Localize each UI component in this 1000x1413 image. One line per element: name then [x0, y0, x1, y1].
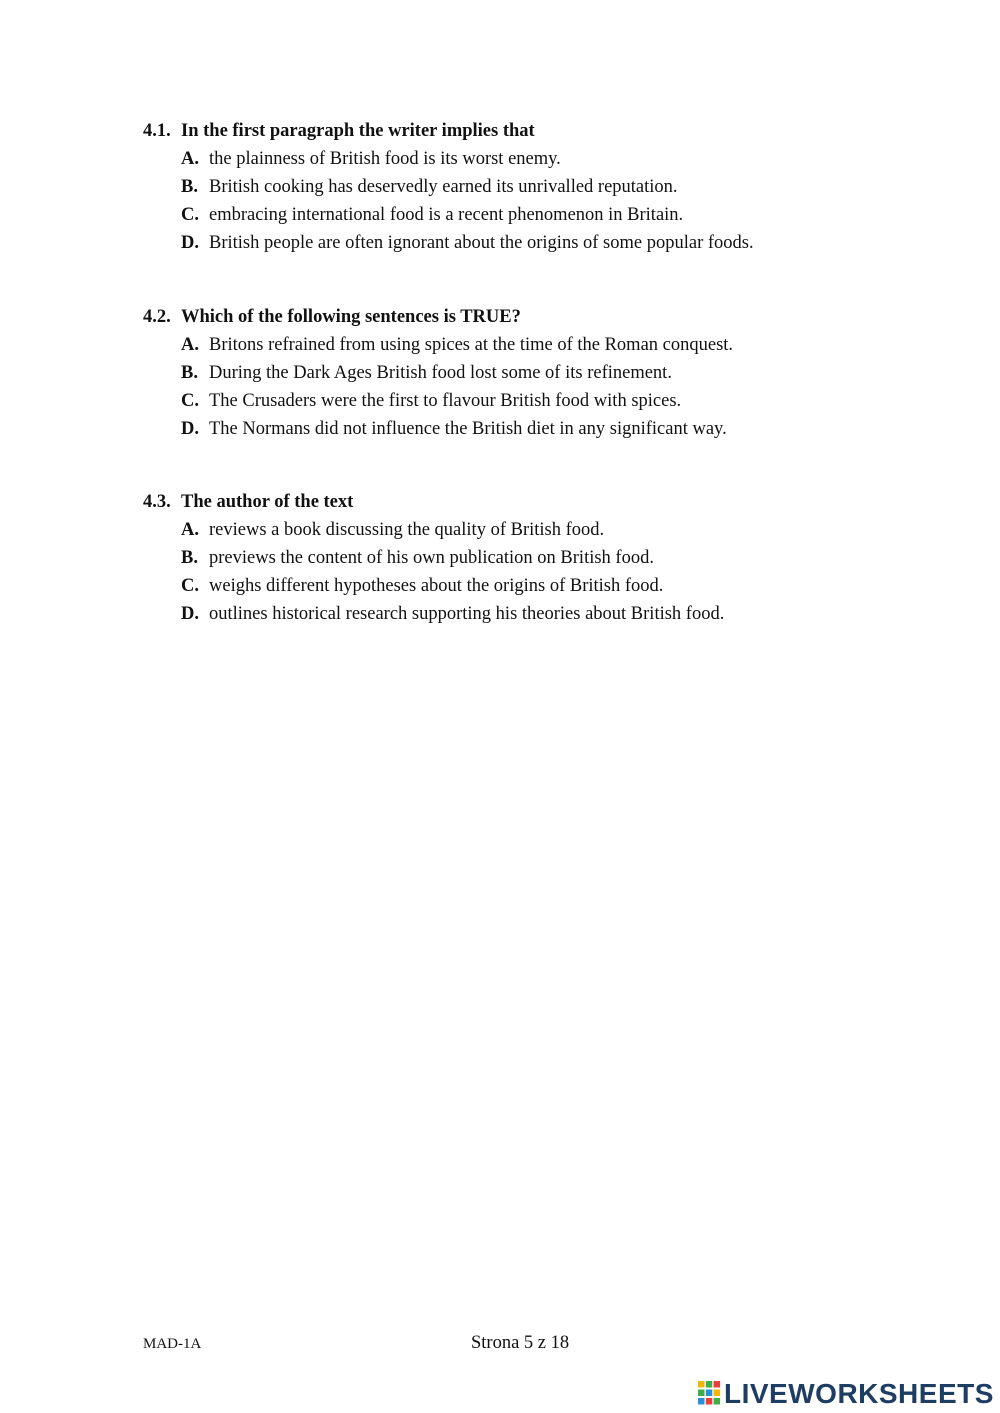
- answer-option-d[interactable]: [181, 415, 943, 443]
- option-text: previews the content of his own publication on British food.: [209, 548, 654, 568]
- option-text: embracing international food is a recent phenomenon in Britain.: [209, 205, 684, 225]
- answer-option-b[interactable]: [181, 544, 943, 572]
- question-4-1: [143, 117, 943, 257]
- option-text: the plainness of British food is its worst enemy.: [209, 149, 561, 169]
- option-text: The Normans did not influence the British diet in any significant way.: [209, 419, 727, 439]
- option-letter: A.: [181, 520, 199, 540]
- option-text: outlines historical research supporting his theories about British food.: [209, 604, 725, 624]
- liveworksheets-wordmark: LIVEWORKSHEETS: [724, 1378, 994, 1409]
- question-4-3: [143, 488, 943, 628]
- option-letter: A.: [181, 149, 199, 169]
- option-text: Britons refrained from using spices at the time of the Roman conquest.: [209, 335, 734, 355]
- option-letter: B.: [181, 363, 198, 383]
- question-heading: [143, 488, 943, 516]
- option-text: British people are often ignorant about the origins of some popular foods.: [209, 233, 754, 253]
- option-letter: D.: [181, 233, 199, 253]
- option-letter: C.: [181, 576, 199, 596]
- answer-option-a[interactable]: [181, 331, 943, 359]
- answer-option-d[interactable]: [181, 600, 943, 628]
- liveworksheets-logo-icon: [697, 1380, 721, 1408]
- question-prompt: The author of the text: [181, 492, 354, 512]
- answer-options: [143, 145, 943, 257]
- option-letter: D.: [181, 419, 199, 439]
- option-text: British cooking has deservedly earned its unrivalled reputation.: [209, 177, 678, 197]
- option-letter: C.: [181, 391, 199, 411]
- question-number: 4.2.: [143, 307, 171, 327]
- option-text: During the Dark Ages British food lost some of its refinement.: [209, 363, 672, 383]
- question-heading: [143, 117, 943, 145]
- option-letter: A.: [181, 335, 199, 355]
- answer-option-c[interactable]: [181, 572, 943, 600]
- answer-option-d[interactable]: [181, 229, 943, 257]
- answer-option-c[interactable]: [181, 387, 943, 415]
- liveworksheets-branding: [697, 1378, 994, 1410]
- answer-option-a[interactable]: [181, 516, 943, 544]
- page-number: Strona 5 z 18: [471, 1333, 570, 1353]
- option-text: weighs different hypotheses about the origins of British food.: [209, 576, 664, 596]
- option-text: The Crusaders were the first to flavour British food with spices.: [209, 391, 682, 411]
- question-heading: [143, 303, 943, 331]
- question-prompt: In the first paragraph the writer implies that: [181, 121, 535, 141]
- answer-option-b[interactable]: [181, 359, 943, 387]
- exam-code: MAD-1A: [143, 1336, 202, 1352]
- answer-option-c[interactable]: [181, 201, 943, 229]
- answer-options: [143, 516, 943, 628]
- answer-option-b[interactable]: [181, 173, 943, 201]
- answer-option-a[interactable]: [181, 145, 943, 173]
- option-letter: C.: [181, 205, 199, 225]
- question-4-2: [143, 303, 943, 443]
- question-number: 4.1.: [143, 121, 171, 141]
- answer-options: [143, 331, 943, 443]
- option-text: reviews a book discussing the quality of British food.: [209, 520, 605, 540]
- option-letter: B.: [181, 177, 198, 197]
- question-number: 4.3.: [143, 492, 171, 512]
- option-letter: B.: [181, 548, 198, 568]
- option-letter: D.: [181, 604, 199, 624]
- question-prompt: Which of the following sentences is TRUE?: [181, 307, 521, 327]
